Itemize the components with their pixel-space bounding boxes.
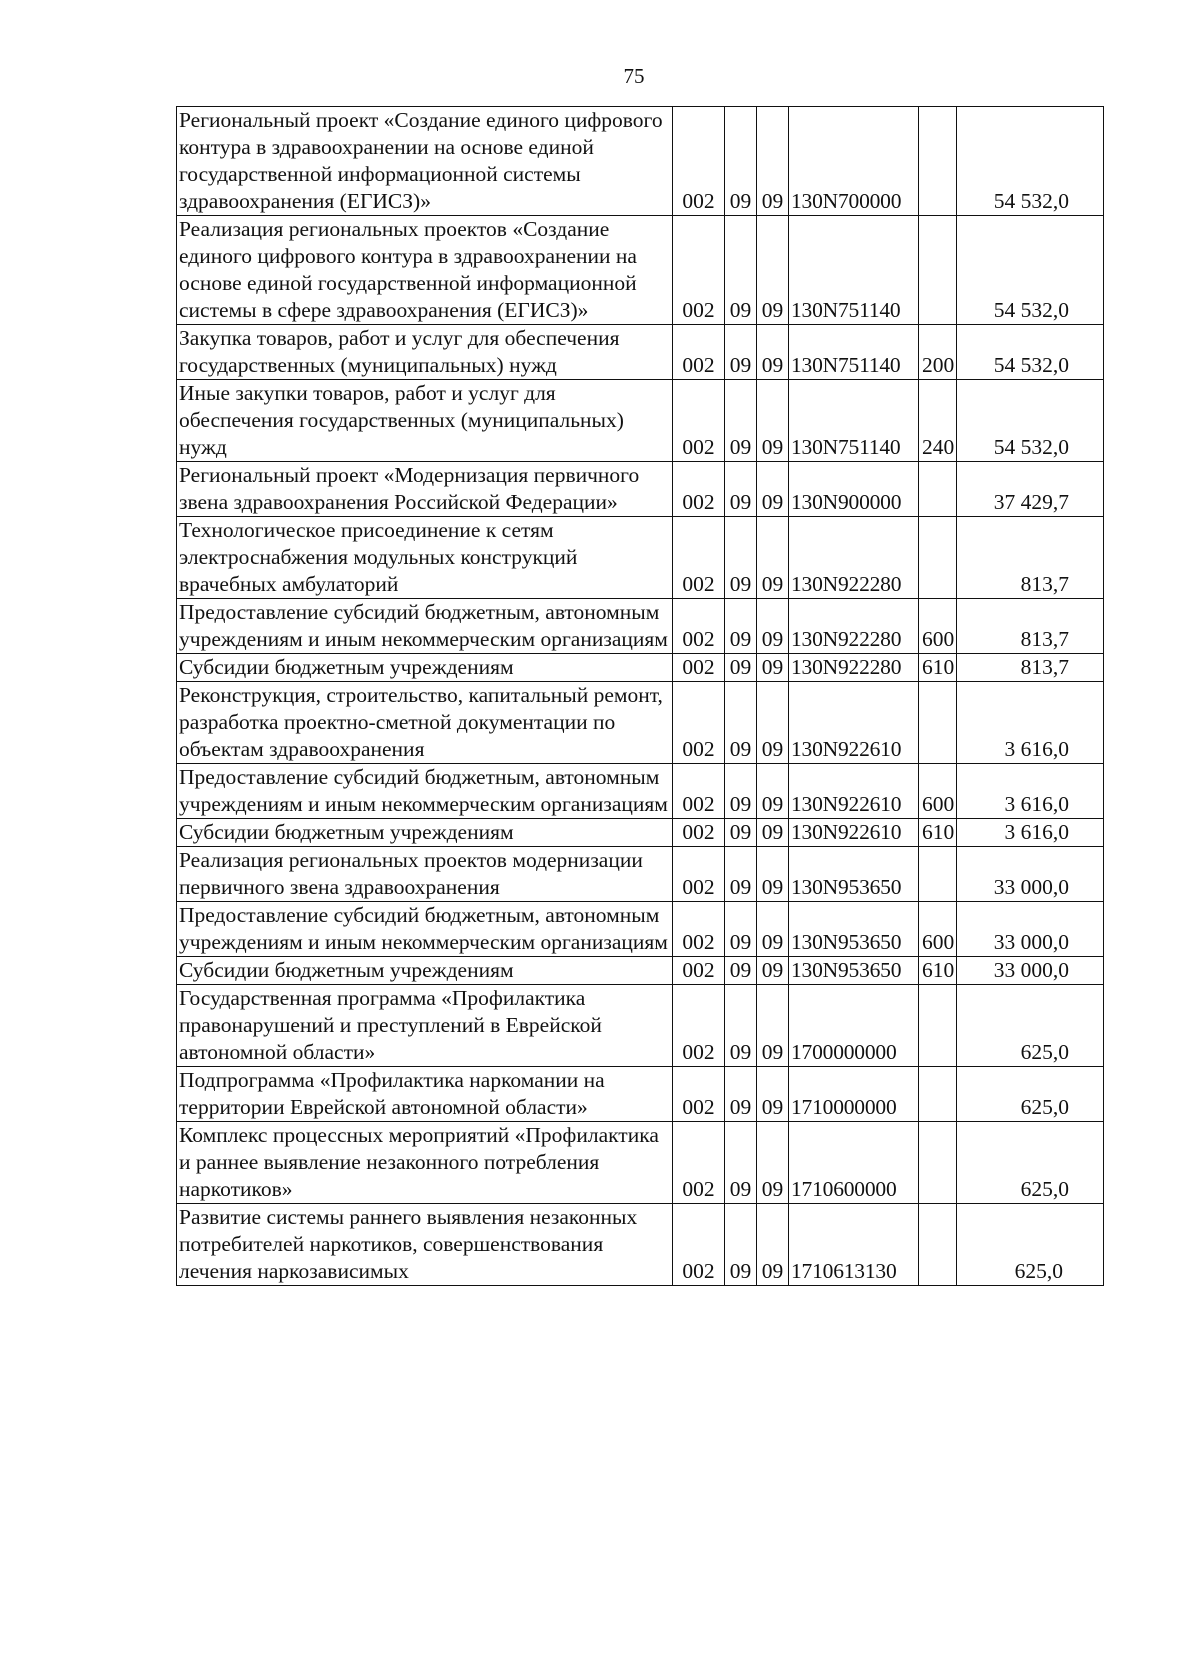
row-name: Предоставление субсидий бюджетным, автономным учреждениям и иным некоммерческим организациям [177, 599, 673, 654]
row-name: Предоставление субсидий бюджетным, автономным учреждениям и иным некоммерческим организациям [177, 764, 673, 819]
table-row [177, 107, 1104, 216]
amount: 813,7 [957, 517, 1104, 599]
amount: 625,0 [957, 985, 1104, 1067]
amount: 54 532,0 [957, 216, 1104, 325]
target-article-code: 130N922610 [789, 764, 919, 819]
amount: 625,0 [957, 1067, 1104, 1122]
target-article-code: 1710613130 [789, 1204, 919, 1286]
subsection-code: 09 [757, 599, 789, 654]
ministry-code: 002 [673, 380, 725, 462]
ministry-code: 002 [673, 517, 725, 599]
expense-type-code [919, 682, 957, 764]
section-code: 09 [725, 902, 757, 957]
target-article-code: 1710000000 [789, 1067, 919, 1122]
table-row [177, 599, 1104, 654]
expense-type-code [919, 517, 957, 599]
subsection-code: 09 [757, 902, 789, 957]
expense-type-code: 200 [919, 325, 957, 380]
section-code: 09 [725, 599, 757, 654]
target-article-code: 130N922280 [789, 599, 919, 654]
amount: 54 532,0 [957, 380, 1104, 462]
amount: 54 532,0 [957, 107, 1104, 216]
target-article-code: 130N953650 [789, 847, 919, 902]
row-name: Субсидии бюджетным учреждениям [177, 654, 673, 682]
target-article-code: 130N922610 [789, 682, 919, 764]
expense-type-code [919, 1204, 957, 1286]
section-code: 09 [725, 847, 757, 902]
section-code: 09 [725, 819, 757, 847]
target-article-code: 130N900000 [789, 462, 919, 517]
budget-table-body [177, 107, 1104, 1286]
ministry-code: 002 [673, 764, 725, 819]
section-code: 09 [725, 1204, 757, 1286]
subsection-code: 09 [757, 216, 789, 325]
subsection-code: 09 [757, 1204, 789, 1286]
expense-type-code [919, 216, 957, 325]
ministry-code: 002 [673, 1122, 725, 1204]
subsection-code: 09 [757, 107, 789, 216]
section-code: 09 [725, 1122, 757, 1204]
table-row [177, 957, 1104, 985]
section-code: 09 [725, 380, 757, 462]
table-row [177, 985, 1104, 1067]
subsection-code: 09 [757, 654, 789, 682]
row-name: Реконструкция, строительство, капитальный ремонт, разработка проектно-сметной документации по объектам здравоохранения [177, 682, 673, 764]
subsection-code: 09 [757, 819, 789, 847]
amount: 625,0 [957, 1204, 1104, 1286]
table-row [177, 764, 1104, 819]
table-row [177, 1204, 1104, 1286]
section-code: 09 [725, 957, 757, 985]
expense-type-code: 240 [919, 380, 957, 462]
expense-type-code [919, 847, 957, 902]
expense-type-code [919, 1122, 957, 1204]
expense-type-code [919, 107, 957, 216]
table-row [177, 462, 1104, 517]
target-article-code: 130N700000 [789, 107, 919, 216]
table-row [177, 216, 1104, 325]
section-code: 09 [725, 764, 757, 819]
ministry-code: 002 [673, 682, 725, 764]
row-name: Региональный проект «Создание единого цифрового контура в здравоохранении на основе единой государственной информационной системы здравоохранения (ЕГИСЗ)» [177, 107, 673, 216]
amount: 813,7 [957, 599, 1104, 654]
ministry-code: 002 [673, 599, 725, 654]
amount: 625,0 [957, 1122, 1104, 1204]
section-code: 09 [725, 462, 757, 517]
row-name: Развитие системы раннего выявления незаконных потребителей наркотиков, совершенствования лечения наркозависимых [177, 1204, 673, 1286]
amount: 813,7 [957, 654, 1104, 682]
subsection-code: 09 [757, 325, 789, 380]
ministry-code: 002 [673, 1204, 725, 1286]
ministry-code: 002 [673, 847, 725, 902]
subsection-code: 09 [757, 462, 789, 517]
section-code: 09 [725, 517, 757, 599]
section-code: 09 [725, 985, 757, 1067]
expense-type-code: 610 [919, 957, 957, 985]
table-row [177, 847, 1104, 902]
expense-type-code: 600 [919, 902, 957, 957]
row-name: Иные закупки товаров, работ и услуг для обеспечения государственных (муниципальных) нужд [177, 380, 673, 462]
expense-type-code [919, 462, 957, 517]
page-number: 75 [623, 64, 645, 88]
row-name: Региональный проект «Модернизация первичного звена здравоохранения Российской Федерации» [177, 462, 673, 517]
table-row [177, 1122, 1104, 1204]
target-article-code: 130N922280 [789, 654, 919, 682]
table-row [177, 902, 1104, 957]
amount: 33 000,0 [957, 957, 1104, 985]
section-code: 09 [725, 216, 757, 325]
ministry-code: 002 [673, 216, 725, 325]
amount: 33 000,0 [957, 902, 1104, 957]
section-code: 09 [725, 107, 757, 216]
expense-type-code: 600 [919, 764, 957, 819]
subsection-code: 09 [757, 957, 789, 985]
row-name: Субсидии бюджетным учреждениям [177, 957, 673, 985]
amount: 3 616,0 [957, 819, 1104, 847]
amount: 37 429,7 [957, 462, 1104, 517]
table-row [177, 380, 1104, 462]
subsection-code: 09 [757, 847, 789, 902]
target-article-code: 130N953650 [789, 957, 919, 985]
target-article-code: 1700000000 [789, 985, 919, 1067]
table-row [177, 654, 1104, 682]
table-row [177, 819, 1104, 847]
expense-type-code [919, 1067, 957, 1122]
row-name: Подпрограмма «Профилактика наркомании на территории Еврейской автономной области» [177, 1067, 673, 1122]
table-row [177, 1067, 1104, 1122]
table-row [177, 325, 1104, 380]
row-name: Комплекс процессных мероприятий «Профилактика и раннее выявление незаконного потребления наркотиков» [177, 1122, 673, 1204]
target-article-code: 130N751140 [789, 380, 919, 462]
row-name: Предоставление субсидий бюджетным, автономным учреждениям и иным некоммерческим организациям [177, 902, 673, 957]
ministry-code: 002 [673, 325, 725, 380]
target-article-code: 130N751140 [789, 325, 919, 380]
section-code: 09 [725, 682, 757, 764]
subsection-code: 09 [757, 682, 789, 764]
table-row [177, 682, 1104, 764]
amount: 3 616,0 [957, 764, 1104, 819]
subsection-code: 09 [757, 1122, 789, 1204]
ministry-code: 002 [673, 654, 725, 682]
expense-type-code: 600 [919, 599, 957, 654]
subsection-code: 09 [757, 380, 789, 462]
row-name: Реализация региональных проектов «Создание единого цифрового контура в здравоохранении на основе единой государственной информационной системы в сфере здравоохранения (ЕГИСЗ)» [177, 216, 673, 325]
ministry-code: 002 [673, 462, 725, 517]
target-article-code: 130N922280 [789, 517, 919, 599]
row-name: Технологическое присоединение к сетям электроснабжения модульных конструкций врачебных амбулаторий [177, 517, 673, 599]
expense-type-code: 610 [919, 819, 957, 847]
amount: 33 000,0 [957, 847, 1104, 902]
ministry-code: 002 [673, 1067, 725, 1122]
section-code: 09 [725, 654, 757, 682]
subsection-code: 09 [757, 1067, 789, 1122]
amount: 54 532,0 [957, 325, 1104, 380]
subsection-code: 09 [757, 985, 789, 1067]
ministry-code: 002 [673, 985, 725, 1067]
expense-type-code [919, 985, 957, 1067]
table-row [177, 517, 1104, 599]
target-article-code: 1710600000 [789, 1122, 919, 1204]
target-article-code: 130N751140 [789, 216, 919, 325]
row-name: Государственная программа «Профилактика правонарушений и преступлений в Еврейской автономной области» [177, 985, 673, 1067]
ministry-code: 002 [673, 902, 725, 957]
subsection-code: 09 [757, 517, 789, 599]
target-article-code: 130N953650 [789, 902, 919, 957]
row-name: Субсидии бюджетным учреждениям [177, 819, 673, 847]
row-name: Реализация региональных проектов модернизации первичного звена здравоохранения [177, 847, 673, 902]
subsection-code: 09 [757, 764, 789, 819]
ministry-code: 002 [673, 107, 725, 216]
target-article-code: 130N922610 [789, 819, 919, 847]
ministry-code: 002 [673, 957, 725, 985]
expense-type-code: 610 [919, 654, 957, 682]
section-code: 09 [725, 325, 757, 380]
section-code: 09 [725, 1067, 757, 1122]
amount: 3 616,0 [957, 682, 1104, 764]
ministry-code: 002 [673, 819, 725, 847]
row-name: Закупка товаров, работ и услуг для обеспечения государственных (муниципальных) нужд [177, 325, 673, 380]
budget-table [176, 106, 1104, 1286]
